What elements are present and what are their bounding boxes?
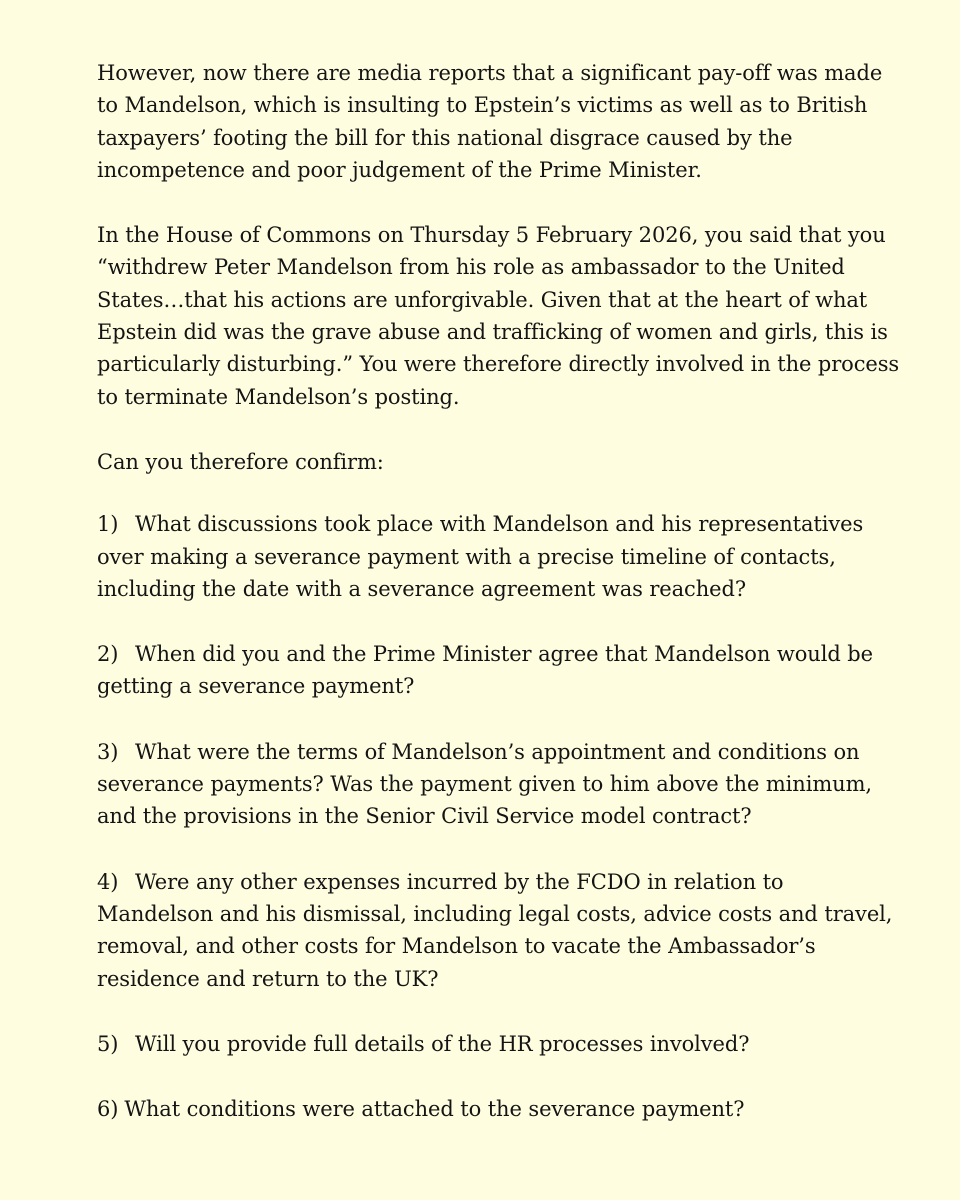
question-number: 5) <box>97 1031 119 1056</box>
question-item <box>97 866 900 995</box>
question-text: What conditions were attached to the severance payment? <box>124 1097 745 1122</box>
question-item <box>97 1028 900 1060</box>
question-number: 1) <box>97 512 119 537</box>
question-text: When did you and the Prime Minister agree that Mandelson would be getting a severance payment? <box>97 642 873 699</box>
question-number: 4) <box>97 869 119 894</box>
question-text: Will you provide full details of the HR processes involved? <box>135 1031 750 1056</box>
question-item <box>97 638 900 703</box>
question-number: 6) <box>97 1097 119 1122</box>
questions-intro: Can you therefore confirm: <box>97 449 384 474</box>
question-item <box>97 1093 900 1125</box>
question-text: Were any other expenses incurred by the FCDO in relation to Mandelson and his dismissal, including legal costs, advice costs and travel, removal, and other costs for Mandelson to vacate the Ambassador’s residence and return to the UK? <box>97 869 893 991</box>
question-number: 2) <box>97 642 119 667</box>
question-text: What were the terms of Mandelson’s appointment and conditions on severance payments? Was the payment given to him above the minimum, and the provisions in the Senior Civil Service model contract? <box>97 739 872 829</box>
paragraph-payoff: However, now there are media reports that a significant pay-off was made to Mandelson, which is insulting to Epstein’s victims as well as to British taxpayers’ footing the bill for this national disgrace caused by the incompetence and poor judgement of the Prime Minister. <box>97 61 883 182</box>
question-item <box>97 736 900 833</box>
question-number: 3) <box>97 739 119 764</box>
paragraph-commons-quote: In the House of Commons on Thursday 5 February 2026, you said that you “withdrew Peter Mandelson from his role as ambassador to the United States…that his actions are unforgivable. Given that at the heart of what Epstein did was the grave abuse and trafficking of women and girls, this is particularly disturbing.” You were therefore directly involved in the process to terminate Mandelson’s posting. <box>97 223 900 409</box>
question-item <box>97 508 900 605</box>
question-text: What discussions took place with Mandelson and his representatives over making a severance payment with a precise timeline of contacts, including the date with a severance agreement was reached? <box>97 512 864 601</box>
